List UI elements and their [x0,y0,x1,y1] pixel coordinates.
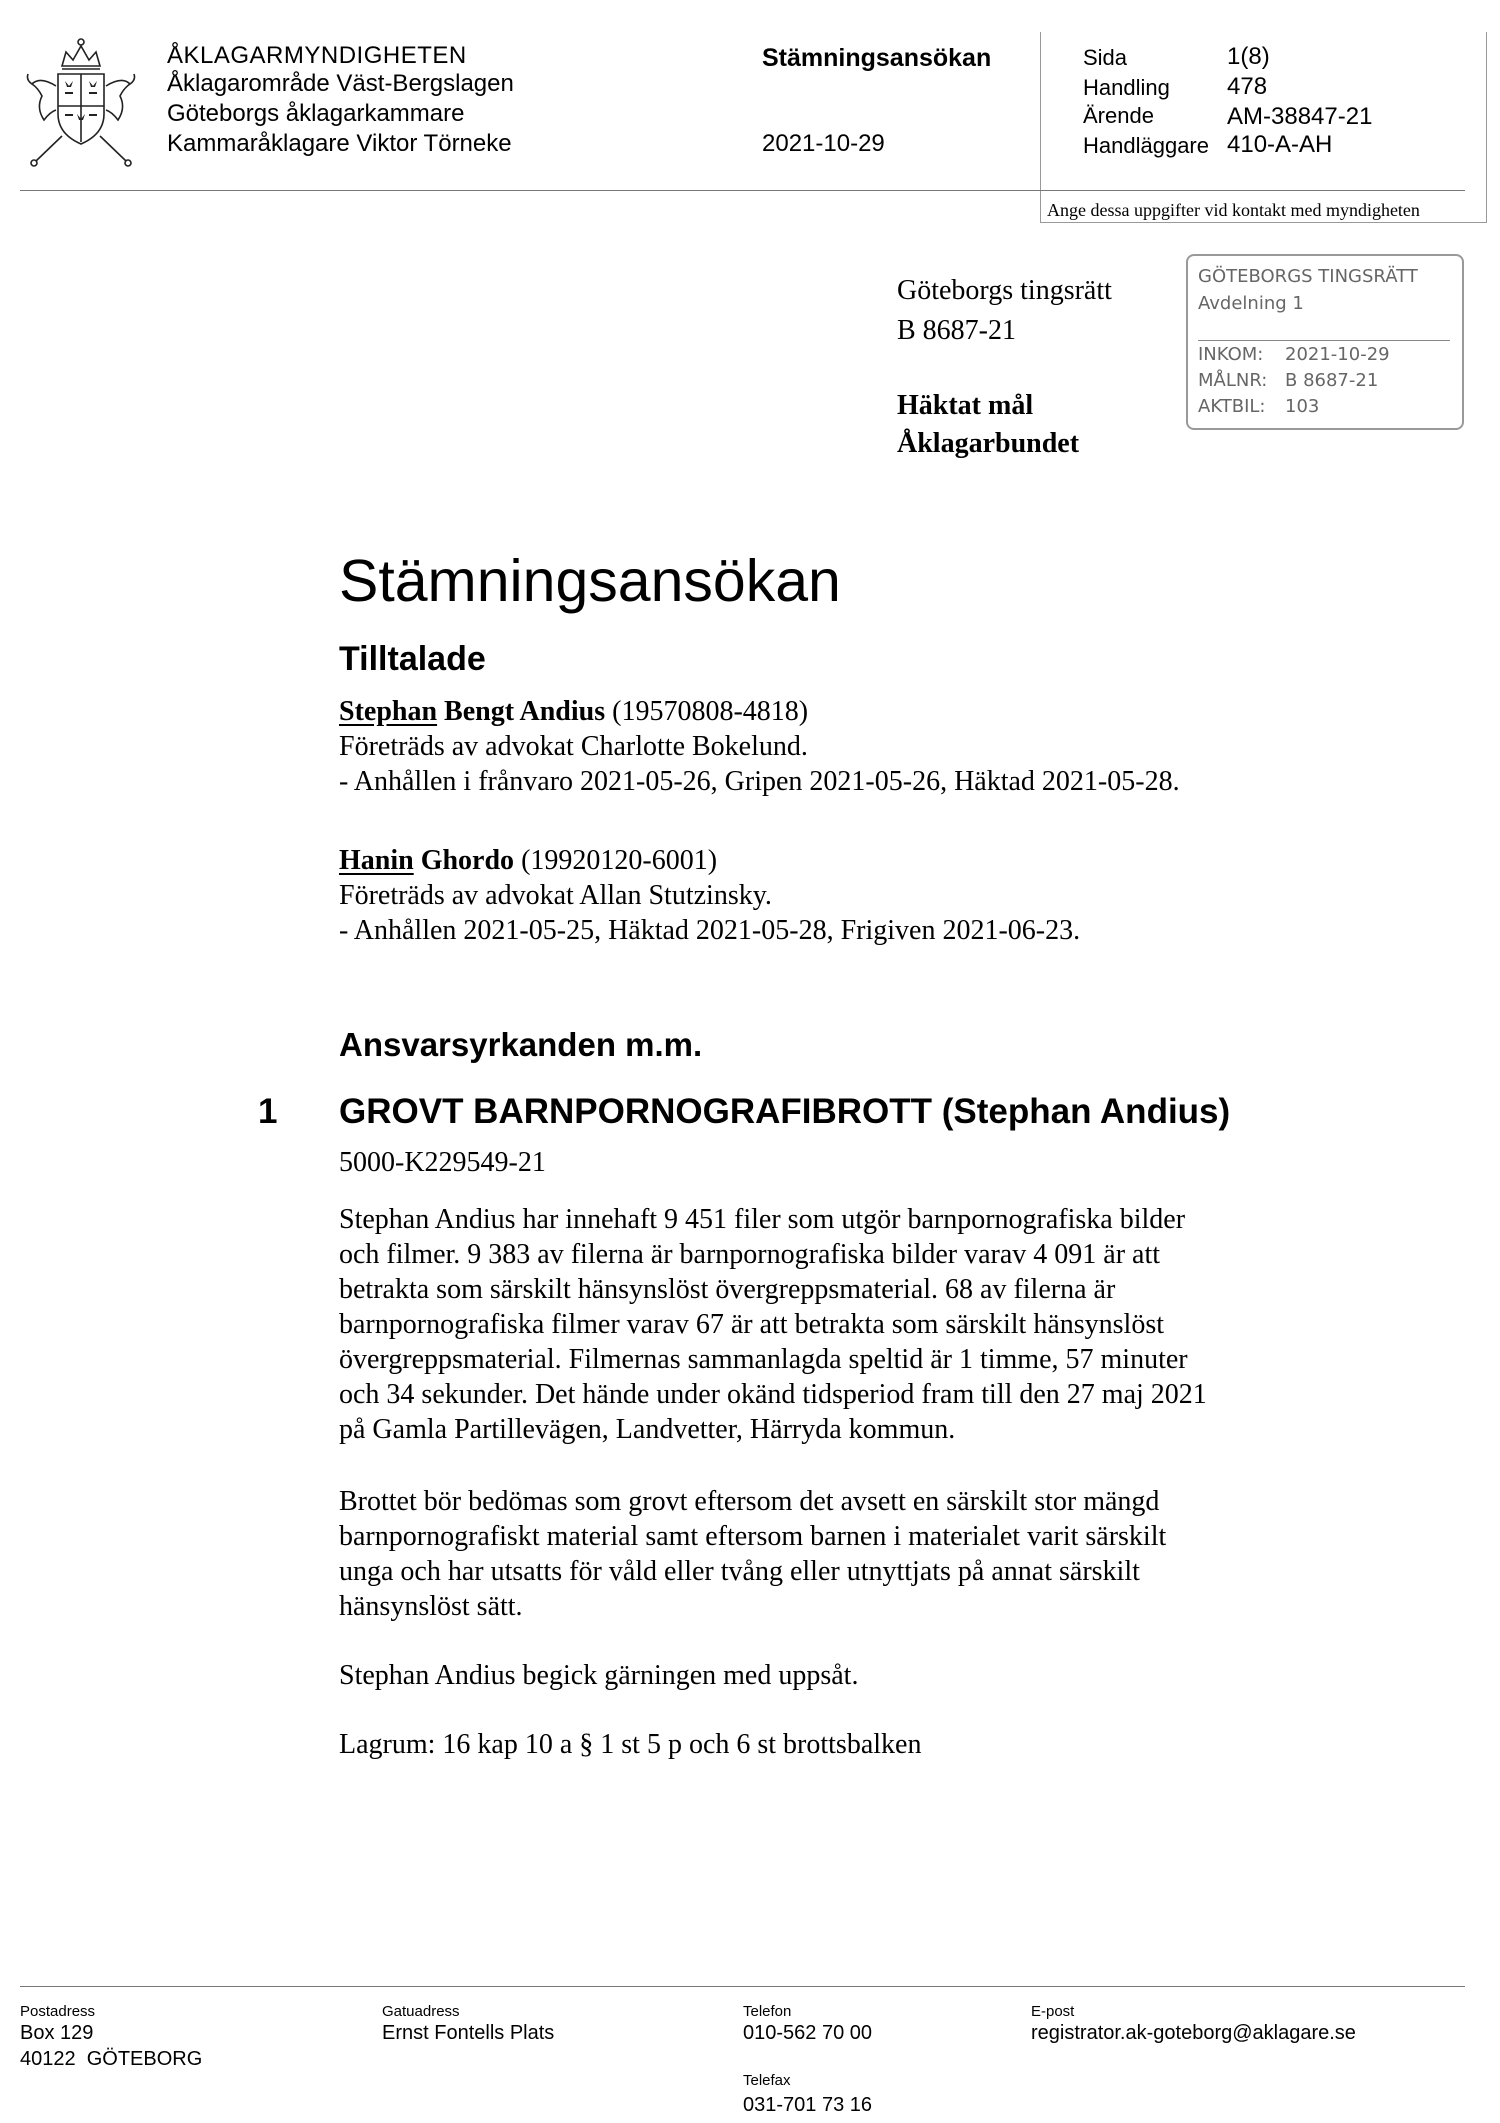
custody-status: Häktat mål [897,390,1034,421]
stamp-court: GÖTEBORGS TINGSRÄTT [1198,266,1418,287]
defendant-2-counsel: Företräds av advokat Allan Stutzinsky. [339,880,772,911]
ref-value-handler: 410-A-AH [1227,131,1333,158]
ref-value-matter: AM-38847-21 [1227,103,1373,130]
footer-phone: 010-562 70 00 [743,2022,873,2044]
charge-number: 1 [258,1092,278,1131]
paragraph-line: Brottet bör bedömas som grovt eftersom det avsett en särskilt stor mängd [339,1486,1160,1517]
ref-value-document: 478 [1227,73,1268,100]
coat-of-arms-logo [18,36,144,170]
defendant-2-id: (19920120-6001) [514,845,718,876]
ref-label-document: Handling [1083,75,1170,100]
footer-postal-line: 40122 GÖTEBORG [20,2048,203,2070]
statute-reference: Lagrum: 16 kap 10 a § 1 st 5 p och 6 st brottsbalken [339,1729,922,1760]
defendant-2 [339,843,1080,948]
sender-info [167,69,514,159]
footer-fax-label: Telefax [743,2072,791,2089]
charge-case-reference: 5000-K229549-21 [339,1147,546,1178]
defendant-1-counsel: Företräds av advokat Charlotte Bokelund. [339,731,808,762]
reference-hint: Ange dessa uppgifter vid kontakt med myndigheten [1047,200,1420,220]
sender-office: Göteborgs åklagarkammare [167,100,465,127]
court-name: Göteborgs tingsrätt [897,275,1112,306]
stamp-divider [1198,340,1450,341]
paragraph-line: och filmer. 9 383 av filerna är barnpornografiska bilder varav 4 091 är att [339,1239,1161,1270]
paragraph-line: och 34 sekunder. Det hände under okänd tidsperiod fram till den 27 maj 2021 [339,1379,1207,1410]
document-date: 2021-10-29 [762,130,885,157]
ref-label-page: Sida [1083,45,1128,70]
defendant-2-first-name: Hanin [339,845,414,876]
defendants-heading: Tilltalade [339,640,486,678]
prosecutor-bound-status: Åklagarbundet [897,428,1080,459]
paragraph-line: barnpornografiskt material samt eftersom barnen i materialet varit särskilt [339,1521,1167,1552]
charge-title: GROVT BARNPORNOGRAFIBROTT (Stephan Andius) [339,1092,1231,1131]
paragraph-line: på Gamla Partillevägen, Landvetter, Härryda kommun. [339,1414,956,1445]
intent-statement: Stephan Andius begick gärningen med uppsåt. [339,1660,859,1691]
footer-postal-address [20,2020,202,2072]
defendant-1 [339,694,1180,799]
footer-postal-label: Postadress [20,2003,96,2020]
paragraph-line: Stephan Andius har innehaft 9 451 filer som utgör barnpornografiska bilder [339,1204,1186,1235]
received-stamp [1186,254,1464,430]
defendant-2-custody: - Anhållen 2021-05-25, Häktad 2021-05-28, Frigiven 2021-06-23. [339,915,1081,946]
footer-street-address: Ernst Fontells Plats [382,2022,555,2044]
stamp-division: Avdelning 1 [1198,293,1304,314]
defendant-1-name-line [339,694,1180,729]
header-divider [20,190,1465,191]
defendant-1-id: (19570808-4818) [605,696,809,727]
court-case-number: B 8687-21 [897,315,1016,346]
ref-label-handler: Handläggare [1083,133,1209,158]
document-title: Stämningsansökan [339,548,841,614]
paragraph-line: unga och har utsatts för våld eller tvång eller utnyttjats på annat särskilt [339,1556,1140,1587]
sender-prosecutor: Kammaråklagare Viktor Törneke [167,130,512,157]
stamp-label-case: MÅLNR: [1198,370,1268,391]
paragraph-line: barnpornografiska filmer varav 67 är att betrakta som särskilt hänsynslöst [339,1309,1164,1340]
stamp-label-exhibit: AKTBIL: [1198,396,1266,417]
footer-email[interactable]: registrator.ak-goteborg@aklagare.se [1031,2022,1356,2044]
document-type: Stämningsansökan [762,44,992,72]
paragraph-line: övergreppsmaterial. Filmernas sammanlagda speltid är 1 timme, 57 minuter [339,1344,1188,1375]
paragraph-line: betrakta som särskilt hänsynslöst övergreppsmaterial. 68 av filerna är [339,1274,1116,1305]
footer-email-label: E-post [1031,2003,1075,2020]
claims-heading: Ansvarsyrkanden m.m. [339,1026,703,1063]
sender-district: Åklagarområde Väst-Bergslagen [167,70,514,97]
agency-name: ÅKLAGARMYNDIGHETEN [167,42,467,69]
ref-label-matter: Ärende [1083,103,1154,128]
stamp-label-received: INKOM: [1198,344,1264,365]
defendant-1-surname: Bengt Andius [437,696,606,727]
defendant-1-first-name: Stephan [339,696,438,727]
stamp-value-case: B 8687-21 [1285,370,1379,391]
footer-postal-line: Box 129 [20,2022,94,2044]
ref-value-page: 1(8) [1227,43,1270,70]
stamp-value-received: 2021-10-29 [1285,344,1390,365]
footer-street-label: Gatuadress [382,2003,460,2020]
footer-divider [20,1986,1465,1987]
paragraph-line: hänsynslöst sätt. [339,1591,523,1622]
stamp-value-exhibit: 103 [1285,396,1320,417]
defendant-2-name-line [339,843,1080,878]
charge-description [339,1202,1207,1447]
gravity-assessment [339,1484,1166,1624]
footer-phone-label: Telefon [743,2003,792,2020]
defendant-1-custody: - Anhållen i frånvaro 2021-05-26, Gripen 2021-05-26, Häktad 2021-05-28. [339,766,1180,797]
footer-fax: 031-701 73 16 [743,2094,873,2116]
defendant-2-surname: Ghordo [413,845,515,876]
